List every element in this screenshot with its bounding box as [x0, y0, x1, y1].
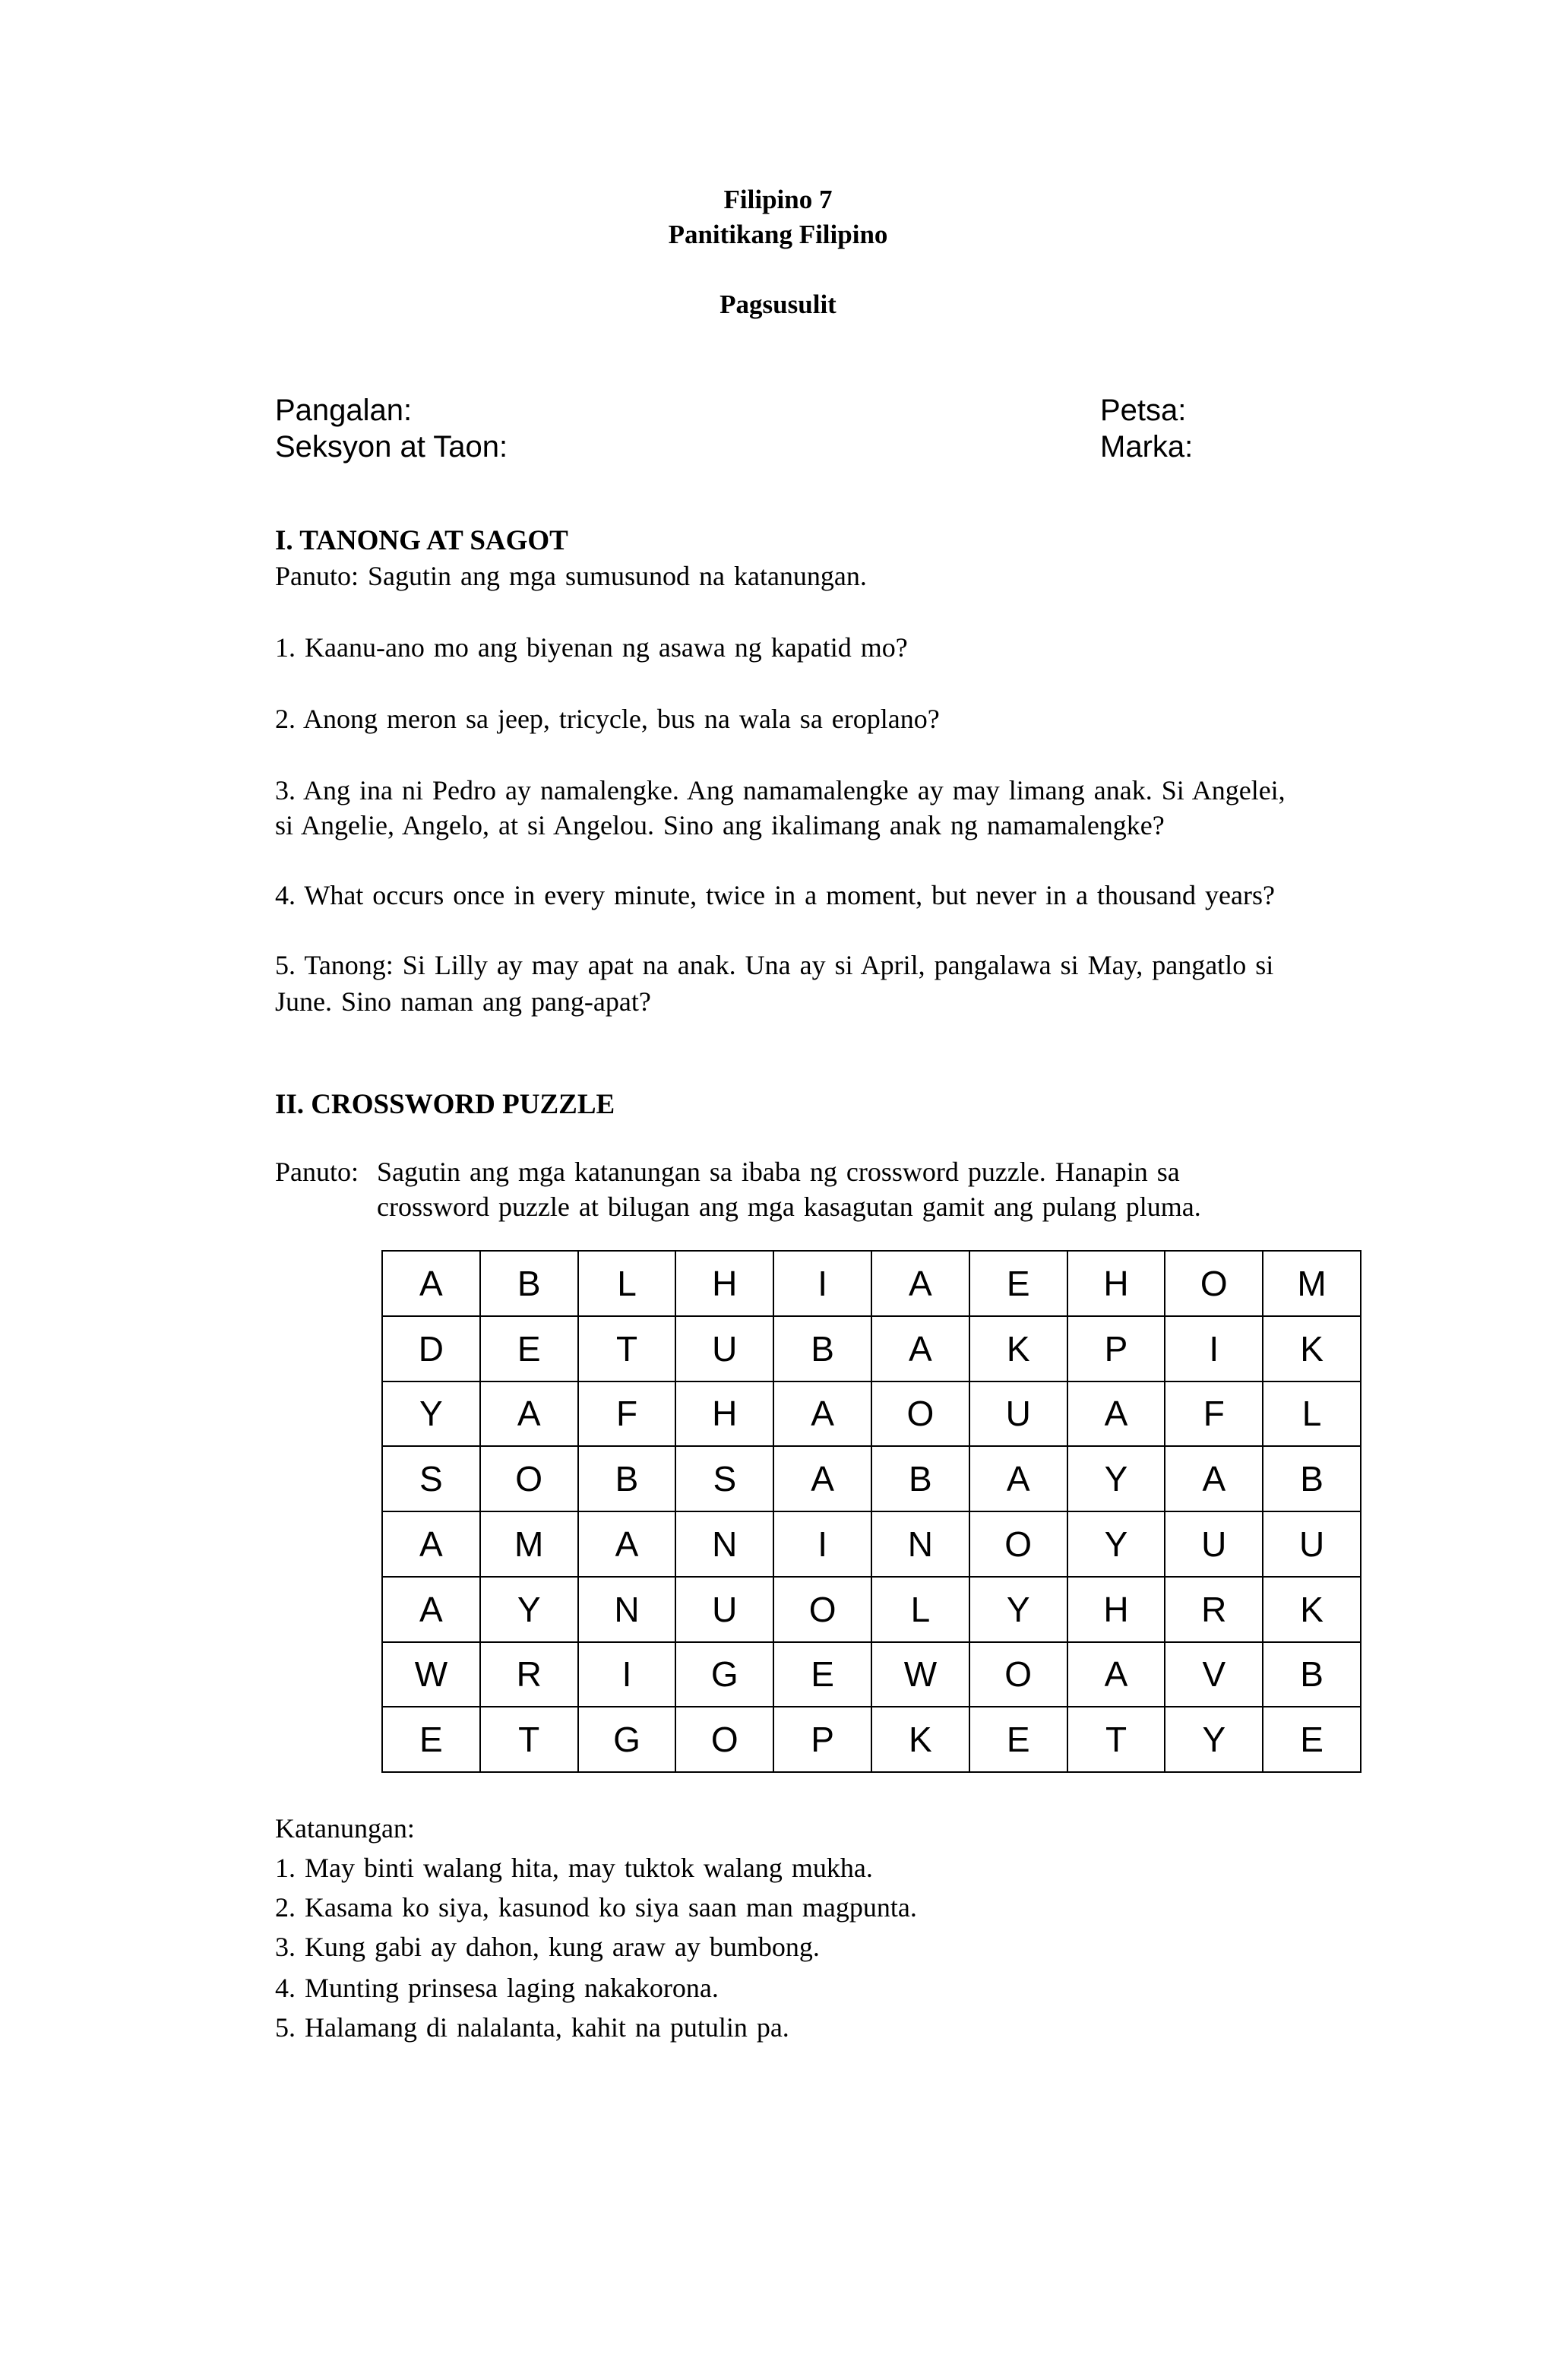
grid-cell: O: [481, 1447, 579, 1512]
grid-cell: E: [970, 1707, 1068, 1773]
part2-instructions-lead: Panuto:: [275, 1157, 359, 1187]
grid-cell: E: [383, 1707, 481, 1773]
grid-cell: A: [774, 1447, 872, 1512]
riddle-2: 2. Kasama ko siya, kasunod ko siya saan man magpunta.: [275, 1892, 917, 1923]
grid-cell: A: [1068, 1643, 1166, 1708]
grid-cell: Y: [1165, 1707, 1263, 1773]
grid-cell: L: [579, 1252, 677, 1317]
question-5-line-2: June. Sino naman ang pang-apat?: [275, 986, 651, 1017]
grid-cell: H: [676, 1382, 774, 1448]
riddle-1: 1. May binti walang hita, may tuktok walang mukha.: [275, 1853, 873, 1883]
grid-cell: M: [481, 1512, 579, 1578]
grid-cell: Y: [383, 1382, 481, 1448]
grid-cell: F: [1165, 1382, 1263, 1448]
grid-cell: V: [1165, 1643, 1263, 1708]
grid-cell: A: [970, 1447, 1068, 1512]
grid-cell: E: [481, 1317, 579, 1382]
grid-cell: N: [579, 1578, 677, 1643]
grid-cell: M: [1263, 1252, 1362, 1317]
grid-cell: N: [676, 1512, 774, 1578]
grid-cell: U: [676, 1578, 774, 1643]
grid-cell: I: [579, 1643, 677, 1708]
question-5-line-1: 5. Tanong: Si Lilly ay may apat na anak. Una ay si April, pangalawa si May, pangatlo si: [275, 950, 1274, 980]
grid-cell: K: [1263, 1578, 1362, 1643]
part1-instructions: Panuto: Sagutin ang mga sumusunod na katanungan.: [275, 561, 867, 591]
grid-cell: U: [970, 1382, 1068, 1448]
grid-cell: H: [1068, 1578, 1166, 1643]
grid-cell: E: [970, 1252, 1068, 1317]
grid-cell: K: [970, 1317, 1068, 1382]
grid-cell: O: [970, 1512, 1068, 1578]
grid-cell: H: [676, 1252, 774, 1317]
grid-cell: T: [1068, 1707, 1166, 1773]
grid-cell: H: [1068, 1252, 1166, 1317]
grid-cell: U: [1263, 1512, 1362, 1578]
grid-cell: Y: [970, 1578, 1068, 1643]
grid-cell: U: [676, 1317, 774, 1382]
grid-cell: A: [383, 1252, 481, 1317]
question-1: 1. Kaanu-ano mo ang biyenan ng asawa ng kapatid mo?: [275, 632, 908, 663]
grid-cell: R: [1165, 1578, 1263, 1643]
grid-cell: I: [1165, 1317, 1263, 1382]
grid-cell: O: [1165, 1252, 1263, 1317]
grid-cell: G: [676, 1643, 774, 1708]
grid-cell: P: [1068, 1317, 1166, 1382]
grid-cell: W: [872, 1643, 970, 1708]
grid-cell: L: [872, 1578, 970, 1643]
part2-instructions-line-2: crossword puzzle at bilugan ang mga kasagutan gamit ang pulang pluma.: [377, 1192, 1201, 1222]
grid-cell: L: [1263, 1382, 1362, 1448]
grid-cell: P: [774, 1707, 872, 1773]
grid-cell: Y: [1068, 1512, 1166, 1578]
crossword-grid: [381, 1250, 1362, 1773]
question-3-line-1: 3. Ang ina ni Pedro ay namalengke. Ang namamalengke ay may limang anak. Si Angelei,: [275, 775, 1286, 805]
grid-cell: O: [774, 1578, 872, 1643]
grid-cell: A: [872, 1317, 970, 1382]
part1-title: I. TANONG AT SAGOT: [275, 525, 568, 556]
subject-title: Filipino 7: [723, 185, 833, 214]
grid-cell: A: [1068, 1382, 1166, 1448]
grid-cell: A: [774, 1382, 872, 1448]
name-label: Pangalan:: [275, 394, 413, 427]
grid-cell: E: [774, 1643, 872, 1708]
grid-cell: A: [1165, 1447, 1263, 1512]
grid-cell: T: [481, 1707, 579, 1773]
grid-cell: A: [579, 1512, 677, 1578]
grid-cell: B: [774, 1317, 872, 1382]
grid-cell: O: [970, 1643, 1068, 1708]
grid-cell: K: [1263, 1317, 1362, 1382]
part2-instructions-line-1: Sagutin ang mga katanungan sa ibaba ng crossword puzzle. Hanapin sa: [377, 1157, 1180, 1187]
riddle-5: 5. Halamang di nalalanta, kahit na putulin pa.: [275, 2012, 789, 2043]
grid-cell: B: [872, 1447, 970, 1512]
riddle-3: 3. Kung gabi ay dahon, kung araw ay bumbong.: [275, 1932, 820, 1962]
date-label: Petsa:: [1100, 394, 1187, 427]
grid-cell: A: [383, 1512, 481, 1578]
grid-cell: N: [872, 1512, 970, 1578]
question-4: 4. What occurs once in every minute, twice in a moment, but never in a thousand years?: [275, 880, 1275, 910]
question-2: 2. Anong meron sa jeep, tricycle, bus na wala sa eroplano?: [275, 704, 940, 734]
grid-cell: U: [1165, 1512, 1263, 1578]
riddle-4: 4. Munting prinsesa laging nakakorona.: [275, 1973, 719, 2003]
question-3-line-2: si Angelie, Angelo, at si Angelou. Sino ang ikalimang anak ng namamalengke?: [275, 810, 1165, 840]
grid-cell: B: [481, 1252, 579, 1317]
grid-cell: W: [383, 1643, 481, 1708]
grid-cell: K: [872, 1707, 970, 1773]
grid-cell: R: [481, 1643, 579, 1708]
grid-cell: O: [872, 1382, 970, 1448]
grid-cell: E: [1263, 1707, 1362, 1773]
grid-cell: A: [481, 1382, 579, 1448]
grid-cell: S: [383, 1447, 481, 1512]
grid-cell: Y: [1068, 1447, 1166, 1512]
part2-title: II. CROSSWORD PUZZLE: [275, 1089, 615, 1120]
grid-cell: A: [383, 1578, 481, 1643]
grid-cell: I: [774, 1512, 872, 1578]
course-title: Panitikang Filipino: [668, 220, 888, 249]
grid-cell: O: [676, 1707, 774, 1773]
score-label: Marka:: [1100, 430, 1194, 464]
grid-cell: Y: [481, 1578, 579, 1643]
grid-cell: I: [774, 1252, 872, 1317]
grid-cell: F: [579, 1382, 677, 1448]
grid-cell: T: [579, 1317, 677, 1382]
grid-cell: B: [579, 1447, 677, 1512]
grid-cell: A: [872, 1252, 970, 1317]
exam-title: Pagsusulit: [719, 290, 837, 319]
grid-cell: G: [579, 1707, 677, 1773]
grid-cell: B: [1263, 1643, 1362, 1708]
grid-cell: B: [1263, 1447, 1362, 1512]
grid-cell: S: [676, 1447, 774, 1512]
katanungan-label: Katanungan:: [275, 1813, 415, 1844]
grid-cell: D: [383, 1317, 481, 1382]
section-label: Seksyon at Taon:: [275, 430, 508, 464]
